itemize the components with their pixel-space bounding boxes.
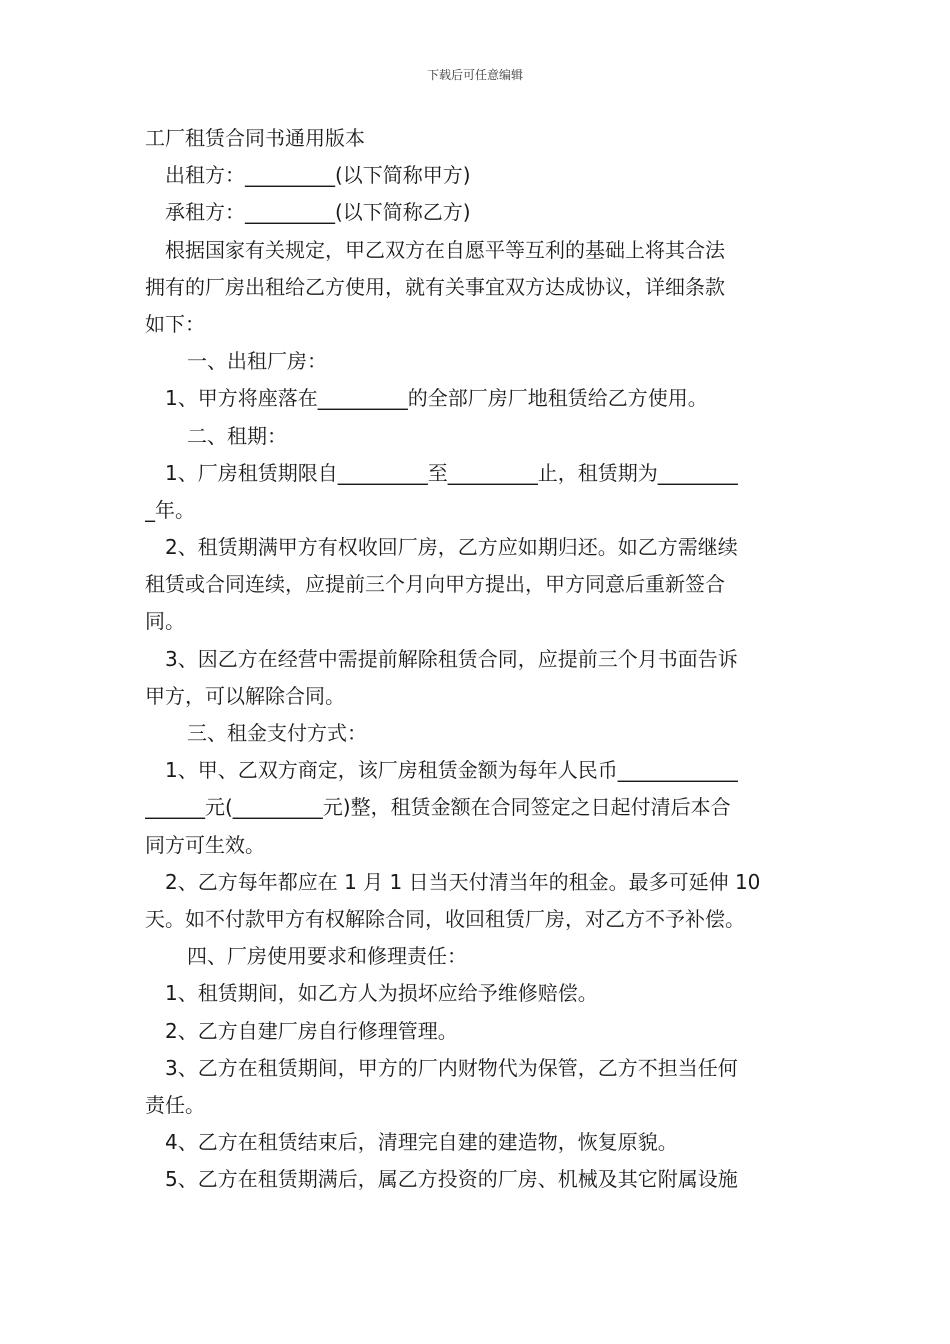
text-line: 四、厂房使用要求和修理责任： bbox=[187, 944, 467, 969]
text-line: 一、出租厂房： bbox=[187, 349, 327, 374]
text-line: 2、乙方自建厂房自行修理管理。 bbox=[165, 1018, 458, 1043]
text-line: 4、乙方在租赁结束后，清理完自建的建造物，恢复原貌。 bbox=[165, 1130, 678, 1155]
text-line: 2、乙方每年都应在 1 月 1 日当天付清当年的租金。最多可延伸 10 bbox=[165, 869, 761, 894]
text-line: 3、乙方在租赁期间，甲方的厂内财物代为保管，乙方不担当任何 bbox=[165, 1055, 738, 1080]
text-line: 承租方：_________(以下简称乙方) bbox=[165, 200, 471, 225]
contract-body bbox=[145, 120, 810, 1198]
text-line: 三、租金支付方式： bbox=[187, 721, 367, 745]
text-line: 3、因乙方在经营中需提前解除租赁合同，应提前三个月书面告诉 bbox=[165, 646, 738, 671]
text-line: 5、乙方在租赁期满后，属乙方投资的厂房、机械及其它附属设施 bbox=[165, 1167, 738, 1192]
text-line: 1、甲方将座落在_________的全部厂房厂地租赁给乙方使用。 bbox=[165, 386, 708, 411]
text-line: 天。如不付款甲方有权解除合同，收回租赁厂房，对乙方不予补偿。 bbox=[145, 906, 745, 931]
document-title: 工厂租赁合同书通用版本 bbox=[145, 126, 365, 150]
text-line: 同。 bbox=[145, 609, 185, 634]
text-line: 1、厂房租赁期限自_________至_________止，租赁期为________ bbox=[165, 460, 738, 485]
text-line: 拥有的厂房出租给乙方使用，就有关事宜双方达成协议，详细条款 bbox=[145, 274, 725, 299]
text-line: 同方可生效。 bbox=[145, 832, 265, 857]
header-note: 下载后可任意编辑 bbox=[426, 68, 523, 82]
text-line: 1、甲、乙双方商定，该厂房租赁金额为每年人民币____________ bbox=[165, 758, 738, 783]
text-line: 根据国家有关规定，甲乙双方在自愿平等互利的基础上将其合法 bbox=[165, 237, 725, 262]
text-line: 出租方：_________(以下简称甲方) bbox=[165, 163, 471, 188]
text-line: _年。 bbox=[145, 497, 195, 522]
text-line: 2、租赁期满甲方有权收回厂房，乙方应如期归还。如乙方需继续 bbox=[165, 535, 738, 560]
text-line: 责任。 bbox=[145, 1092, 205, 1117]
text-line: 1、租赁期间，如乙方人为损坏应给予维修赔偿。 bbox=[165, 981, 598, 1006]
text-line: 甲方，可以解除合同。 bbox=[145, 683, 345, 708]
text-line: 二、租期： bbox=[187, 423, 287, 448]
text-line: ______元(_________元)整，租赁金额在合同签定之日起付清后本合 bbox=[145, 795, 731, 820]
text-line: 租赁或合同连续，应提前三个月向甲方提出，甲方同意后重新签合 bbox=[145, 572, 725, 597]
text-line: 如下： bbox=[145, 311, 205, 336]
